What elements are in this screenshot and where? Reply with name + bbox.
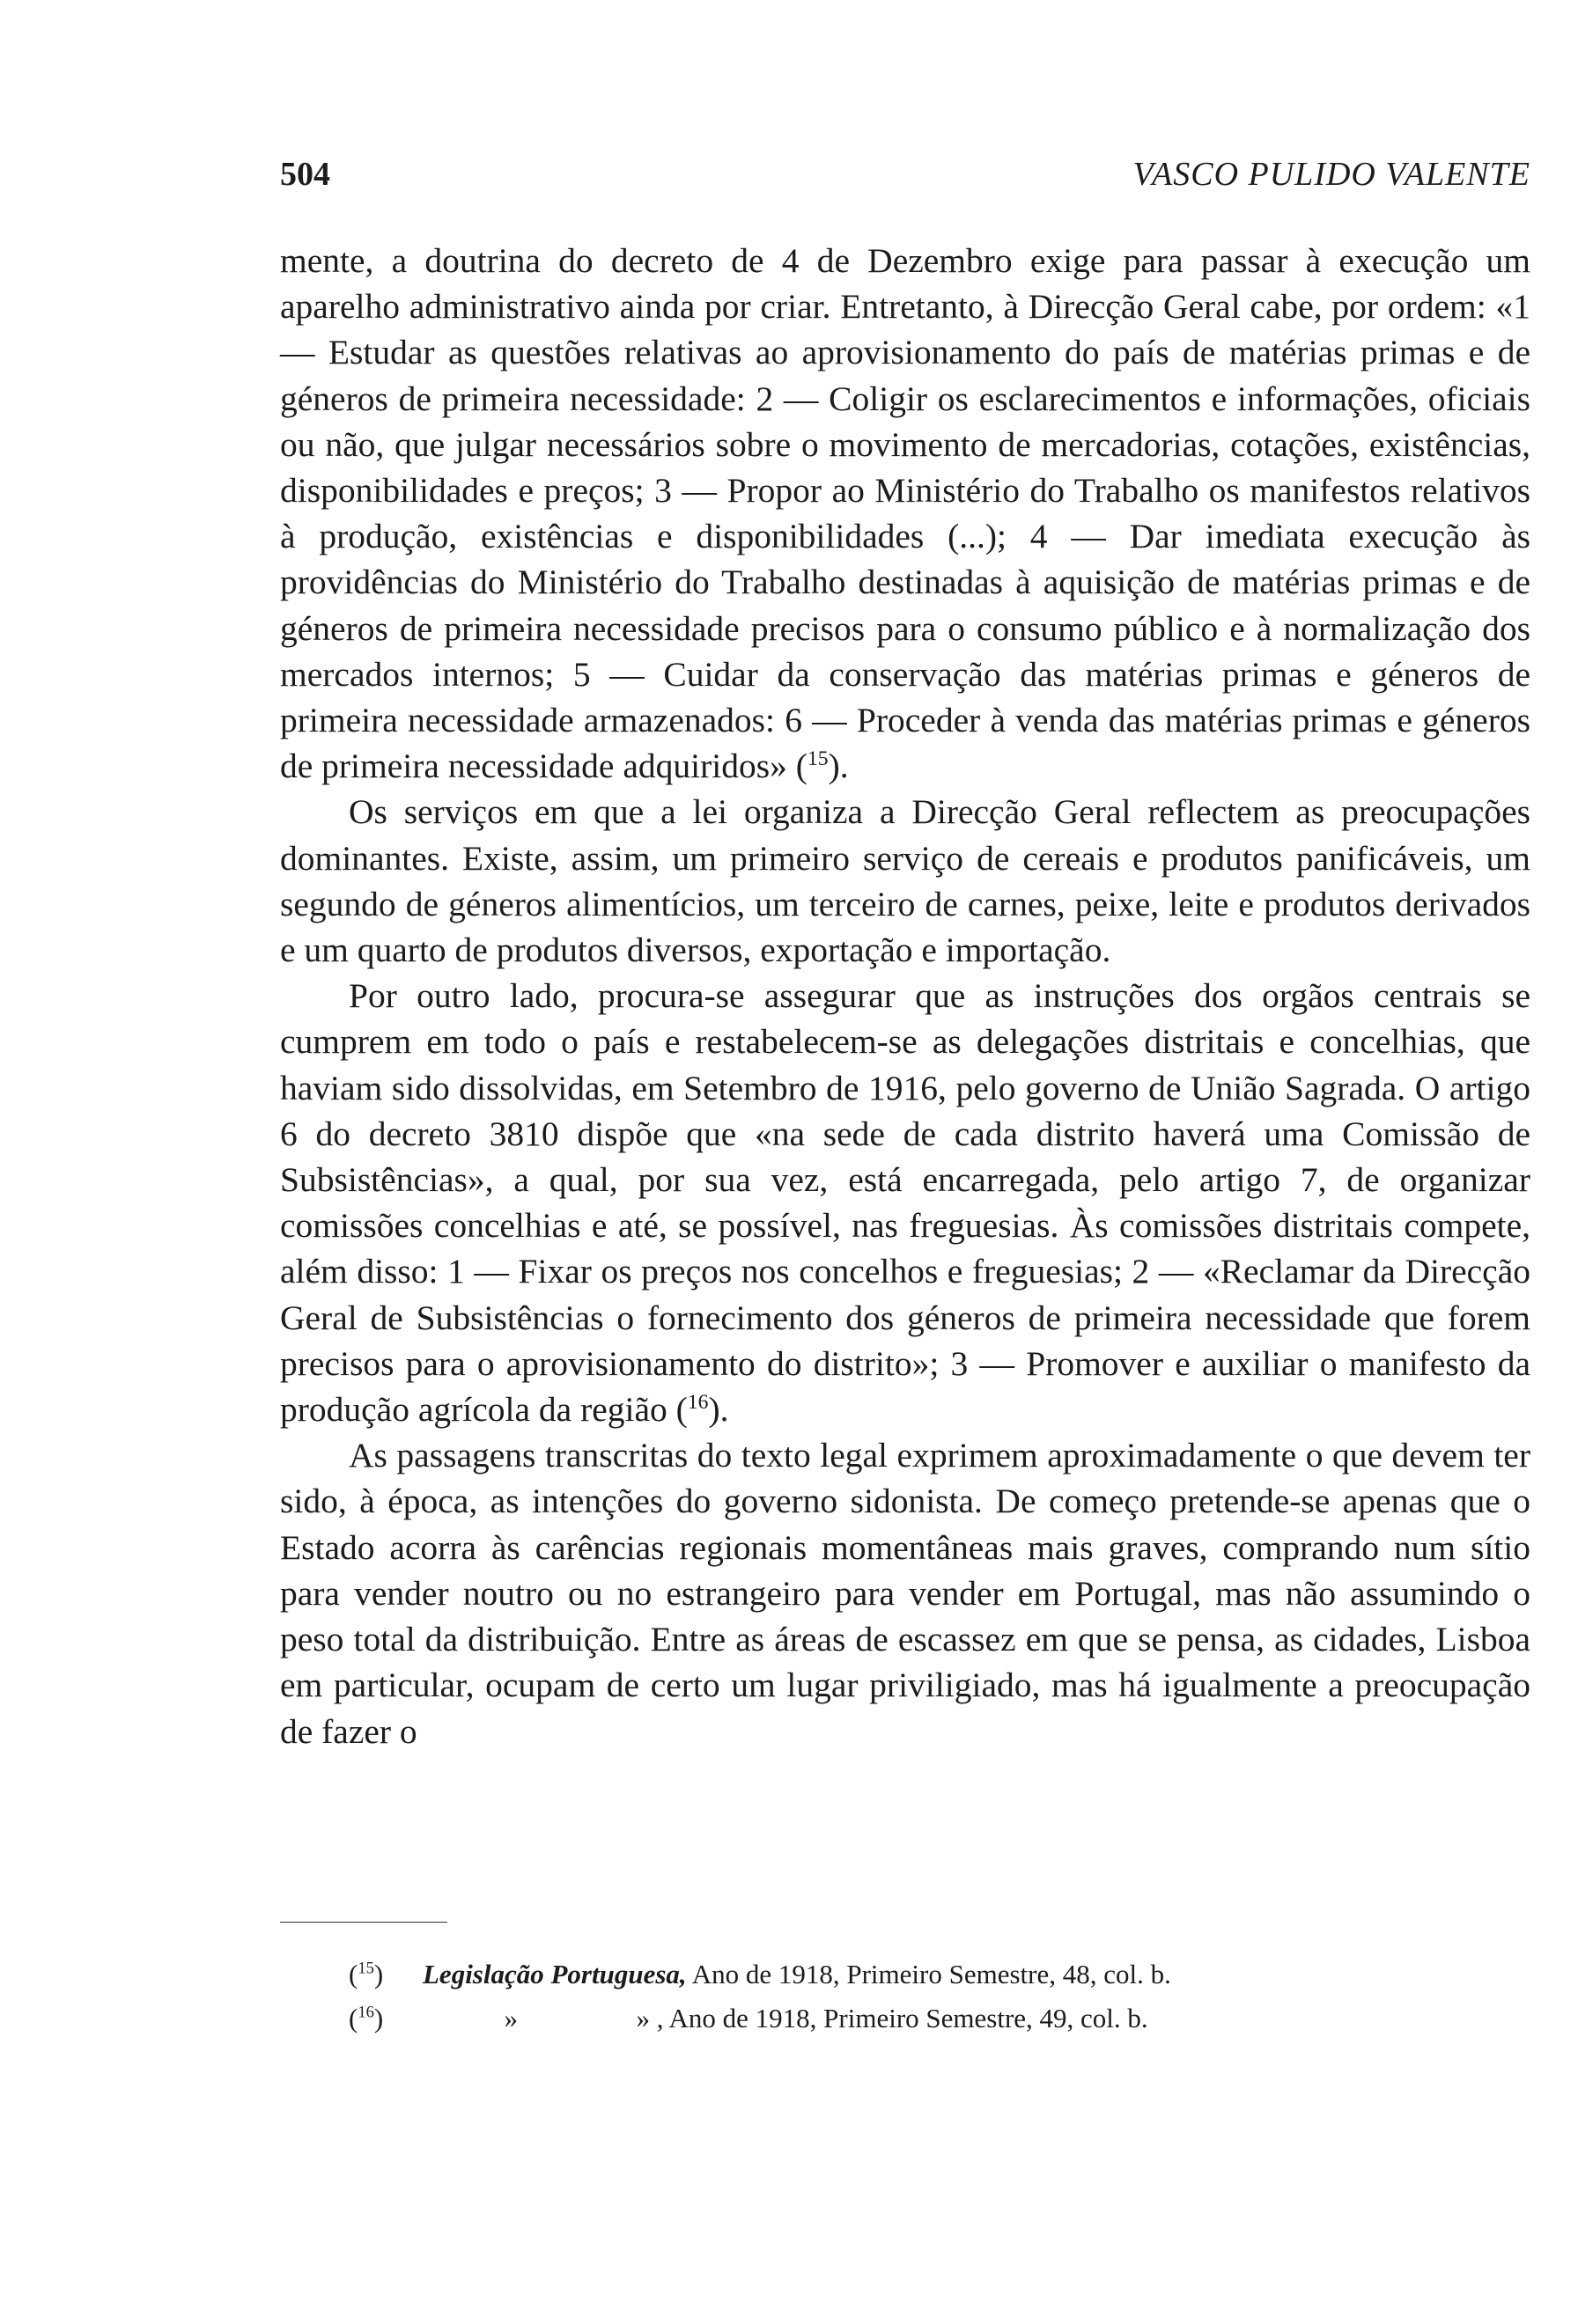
running-head bbox=[280, 155, 1530, 208]
running-title: VASCO PULIDO VALENTE bbox=[1132, 156, 1530, 193]
footnote-number: ($^{16}$) bbox=[349, 2002, 384, 2034]
paragraph-1 bbox=[280, 238, 1530, 789]
footnote-divider bbox=[280, 1922, 447, 1923]
footnote-ref-16: 16 bbox=[687, 1390, 709, 1414]
page-number: 504 bbox=[280, 156, 330, 193]
ditto-mark: » bbox=[636, 2002, 650, 2034]
paragraph-3-text: Por outro lado, procura-se assegurar que as instruções dos orgãos centrais se cumprem em todo o país e restabelecem-se as delegações distritais e concelhias, que haviam sido dissolvidas, em Setembro de 1916, pelo governo de União Sagrada. O artigo 6 do decreto 3810 dispõe que «na sede de cada distrito haverá uma Comissão de Subsistências», a qual, por sua vez, está encarregada, pelo artigo 7, de organizar comissões concelhias e até, se possível, nas freguesias. Às comissões distritais compete, além disso: 1 — Fixar os preços nos concelhos e freguesias; 2 — «Reclamar da Direcção Geral de Subsistências o fornecimento dos géneros de primeira necessidade que forem precisos para o aprovisionamento do distrito»; 3 — Promover e auxiliar o manifesto da produção agrícola da região ( bbox=[280, 976, 1530, 1430]
footnote-15 bbox=[280, 1953, 1530, 1997]
paragraph-1-text: mente, a doutrina do decreto de 4 de Dezembro exige para passar à execução um aparelho administrativo ainda por criar. Entretanto, à Direcção Geral cabe, por ordem: «1 — Estudar as questões relativas ao aprovisionamento do país de matérias primas e de géneros de primeira necessidade: 2 — Coligir os esclarecimentos e informações, oficiais ou não, que julgar necessários sobre o movimento de mercadorias, cotações, existências, disponibilidades e preços; 3 — Propor ao Ministério do Trabalho os manifestos relativos à produção, existências e disponibilidades (...); 4 — Dar imediata execução às providências do Ministério do Trabalho destinadas à aquisição de matérias primas e de géneros de primeira necessidade precisos para o consumo público e à normalização dos mercados internos; 5 — Cuidar da conservação das matérias primas e géneros de primeira necessidade armazenados: 6 — Proceder à venda das matérias primas e géneros de primeira necessidade adquiridos» ( bbox=[280, 241, 1530, 786]
footnote-text bbox=[423, 1997, 1148, 2041]
footnote-text bbox=[423, 1953, 1171, 1997]
footnotes bbox=[280, 1953, 1530, 2041]
footnote-source: Legislação Portuguesa, bbox=[423, 1958, 687, 1989]
footnote-ref-15: 15 bbox=[807, 747, 829, 771]
footnote-detail: Ano de 1918, Primeiro Semestre, 48, col. b. bbox=[686, 1958, 1171, 1989]
paragraph-3-end: ). bbox=[708, 1390, 729, 1430]
footnote-16 bbox=[280, 1997, 1530, 2041]
paragraph-2: Os serviços em que a lei organiza a Direcção Geral reflectem as preocupações dominantes. Existe, assim, um primeiro serviço de cereais e produtos panificáveis, um segundo de géneros alimentícios, um terceiro de carnes, peixe, leite e produtos derivados e um quarto de produtos diversos, exportação e importação. bbox=[280, 792, 1530, 970]
footnote-detail: , Ano de 1918, Primeiro Semestre, 49, col. b. bbox=[650, 2002, 1148, 2034]
paragraph-4: As passagens transcritas do texto legal exprimem aproximadamente o que devem ter sido, à época, as intenções do governo sidonista. De começo pretende-se apenas que o Estado acorra às carências regionais momentâneas mais graves, comprando num sítio para vender noutro ou no estrangeiro para vender em Portugal, mas não assumindo o peso total da distribuição. Entre as áreas de escassez em que se pensa, as cidades, Lisboa em particular, ocupam de certo um lugar priviligiado, mas há igualmente a preocupação de fazer o bbox=[280, 1436, 1530, 1751]
ditto-mark: » bbox=[504, 2002, 518, 2034]
paragraph-3 bbox=[280, 973, 1530, 1432]
body-text bbox=[280, 238, 1530, 1754]
paragraph-1-end: ). bbox=[828, 746, 849, 786]
document-page bbox=[280, 155, 1530, 2041]
footnote-number: ($^{15}$) bbox=[349, 1958, 384, 1989]
